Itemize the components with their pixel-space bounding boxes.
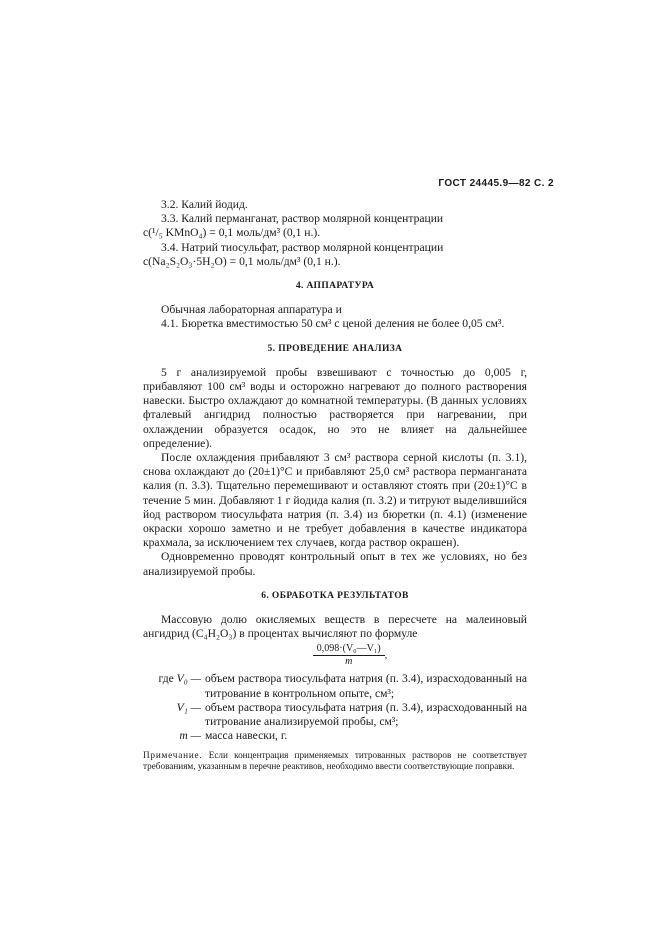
definition-text: объем раствора тиосульфата натрия (п. 3.4), израсходованный на титрование в контрольном опыте, см³; (205, 672, 527, 700)
section-4-item-4-1: 4.1. Бюретка вместимостью 50 см³ с ценой деления не более 0,05 см³. (161, 317, 505, 331)
reagent-3-4-line2: c(Na₂S₂O₃·5H₂O) = 0,1 моль/дм³ (0,1 н.). (143, 254, 341, 268)
definition-symbol: V₀ — (176, 672, 201, 686)
section-5-title: 5. ПРОВЕДЕНИЕ АНАЛИЗА (267, 343, 403, 354)
note-label: Примечание. (143, 749, 203, 760)
formula-suffix: , (384, 650, 388, 662)
reagent-3-3-line2: c(¹/₅ KMnO₄) = 0,1 моль/дм³ (0,1 н.). (143, 226, 321, 240)
formula-numerator: 0,098·(V₀—V₁) (313, 643, 385, 656)
note (143, 750, 527, 772)
formula-denominator: m (345, 656, 353, 668)
section-5-para-1: 5 г анализируемой пробы взвешивают с точностью до 0,005 г, прибавляют 100 см³ воды и осторожно нагревают до полного растворения навески. Быстро охлаждают до комнатной температуры. (В данных условиях фталевый ангидрид полностью растворяется при нагревании, при охлаждении образуется осадок, но это не влияет на дальнейшее определение). (143, 365, 527, 450)
definition-symbol: V₁ — (176, 700, 201, 714)
section-6-para-1: Массовую долю окисляемых веществ в пересчете на малеиновый ангидрид (C₄H₂O₃) в процентах вычисляют по формуле (143, 613, 527, 641)
formula-fraction (313, 643, 385, 668)
reagent-3-4-line1: 3.4. Натрий тиосульфат, раствор молярной концентрации (161, 240, 444, 254)
section-5-para-3: Одновременно проводят контрольный опыт в тех же условиях, но без анализируемой пробы. (143, 550, 527, 578)
section-6-title: 6. ОБРАБОТКА РЕЗУЛЬТАТОВ (261, 590, 409, 601)
definition-symbol: m — (179, 729, 201, 743)
definition-row (143, 701, 527, 729)
section-4-intro: Обычная лабораторная аппаратура и (161, 303, 342, 317)
section-4-title: 4. АППАРАТУРА (295, 281, 375, 292)
variable-definitions (143, 672, 527, 743)
formula (173, 643, 527, 668)
reagent-3-2: 3.2. Калий йодид. (161, 198, 248, 211)
document-body (143, 198, 527, 772)
reagent-3-3-line1: 3.3. Калий перманганат, раствор молярной концентрации (161, 212, 444, 226)
definition-row (143, 729, 527, 743)
page-header-code: ГОСТ 24445.9—82 С. 2 (438, 178, 554, 189)
note-text: Если концентрация применяемых титрованных растворов не соответствует требованиям, указанным в перечне реактивов, необходимо ввести соответствующие поправки. (143, 749, 528, 771)
section-5-para-2: После охлаждения прибавляют 3 см³ раствора серной кислоты (п. 3.1), снова охлаждают до (20±1)°С и прибавляют 25,0 см³ раствора перманганата калия (п. 3.3). Тщательно перемешивают и оставляют стоять при (20±1)°С в течение 5 мин. Добавляют 1 г йодида калия (п. 3.2) и титруют выделившийся йод раствором тиосульфата натрия (п. 3.4) из бюретки (п. 4.1) (изменение окраски хорошо заметно и не требует добавления в качестве индикатора крахмала, за исключением тех случаев, когда раствор окрашен). (143, 451, 527, 550)
definition-text: объем раствора тиосульфата натрия (п. 3.4), израсходованный на титрование анализируемой пробы, см³; (205, 700, 527, 729)
definition-row (143, 672, 527, 700)
where-word: где (158, 672, 174, 686)
definition-text: масса навески, г. (205, 729, 288, 743)
